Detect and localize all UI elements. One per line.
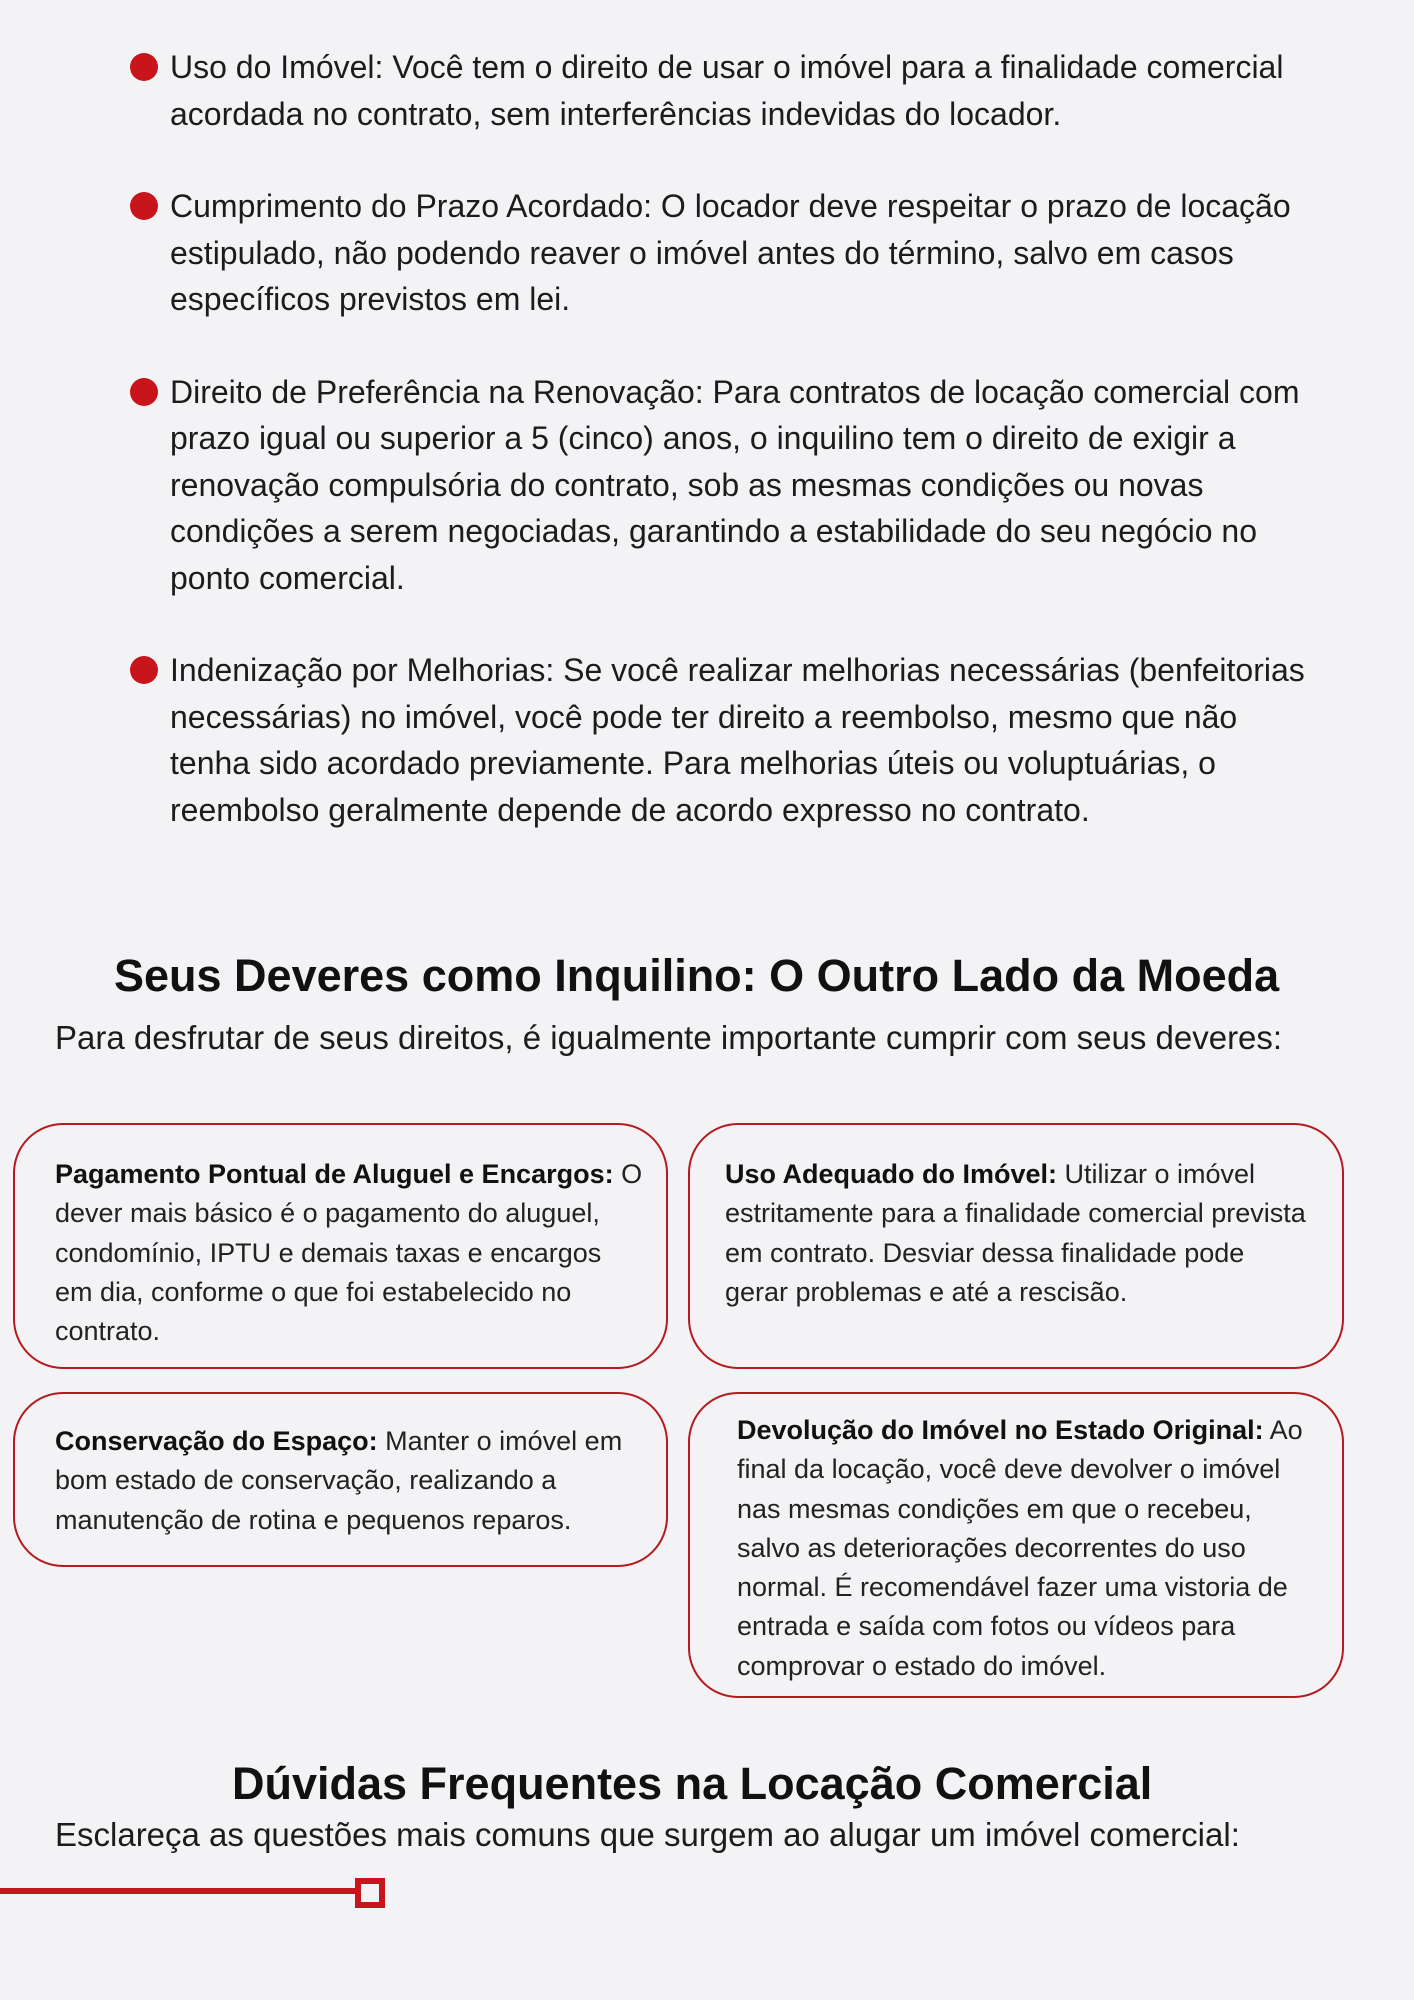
faq-heading: Dúvidas Frequentes na Locação Comercial [232, 1758, 1153, 1809]
duty-card-return [688, 1392, 1344, 1698]
duties-heading: Seus Deveres como Inquilino: O Outro Lado da Moeda [114, 950, 1280, 1001]
right-text: Cumprimento do Prazo Acordado: O locador deve respeitar o prazo de locação estipulado, não podendo reaver o imóvel antes do término, salvo em casos específicos previstos em lei. [170, 188, 1291, 317]
bullet-dot-icon [130, 53, 158, 81]
card-title: Devolução do Imóvel no Estado Original: [737, 1415, 1264, 1445]
decorative-line [0, 1888, 358, 1894]
list-item [130, 369, 1320, 602]
card-text: Manter o imóvel em bom estado de conservação, realizando a manutenção de rotina e pequenos reparos. [55, 1426, 623, 1535]
decorative-square-icon [355, 1878, 385, 1908]
list-item [130, 44, 1320, 137]
card-text: Utilizar o imóvel estritamente para a finalidade comercial prevista em contrato. Desviar dessa finalidade pode gerar problemas e até a rescisão. [725, 1159, 1306, 1307]
duties-intro: Para desfrutar de seus direitos, é igualmente importante cumprir com seus deveres: [55, 1019, 1283, 1056]
bullet-dot-icon [130, 192, 158, 220]
card-title: Conservação do Espaço: [55, 1426, 378, 1456]
list-item [130, 647, 1320, 833]
duty-card-usage [688, 1123, 1344, 1369]
card-text: Ao final da locação, você deve devolver o imóvel nas mesmas condições em que o recebeu, salvo as deteriorações decorrentes do uso normal. É recomendável fazer uma vistoria de entrada e saída com fotos ou vídeos para comprovar o estado do imóvel. [737, 1415, 1303, 1681]
bullet-dot-icon [130, 378, 158, 406]
card-text: O dever mais básico é o pagamento do aluguel, condomínio, IPTU e demais taxas e encargos em dia, conforme o que foi estabelecido no contrato. [55, 1159, 643, 1347]
duty-card-conservation [13, 1392, 668, 1567]
bullet-dot-icon [130, 656, 158, 684]
right-text: Uso do Imóvel: Você tem o direito de usar o imóvel para a finalidade comercial acordada no contrato, sem interferências indevidas do locador. [170, 49, 1284, 132]
duty-card-payment [13, 1123, 668, 1369]
rights-list [130, 44, 1320, 879]
right-text: Direito de Preferência na Renovação: Para contratos de locação comercial com prazo igual ou superior a 5 (cinco) anos, o inquilino tem o direito de exigir a renovação compulsória do contrato, sob as mesmas condições ou novas condições a serem negociadas, garantindo a estabilidade do seu negócio no ponto comercial. [170, 373, 1300, 596]
list-item [130, 183, 1320, 323]
card-title: Pagamento Pontual de Aluguel e Encargos: [55, 1159, 614, 1189]
card-title: Uso Adequado do Imóvel: [725, 1159, 1058, 1189]
right-text: Indenização por Melhorias: Se você realizar melhorias necessárias (benfeitorias necessárias) no imóvel, você pode ter direito a reembolso, mesmo que não tenha sido acordado previamente. Para melhorias úteis ou voluptuárias, o reembolso geralmente depende de acordo expresso no contrato. [170, 652, 1305, 828]
faq-intro: Esclareça as questões mais comuns que surgem ao alugar um imóvel comercial: [55, 1816, 1240, 1853]
